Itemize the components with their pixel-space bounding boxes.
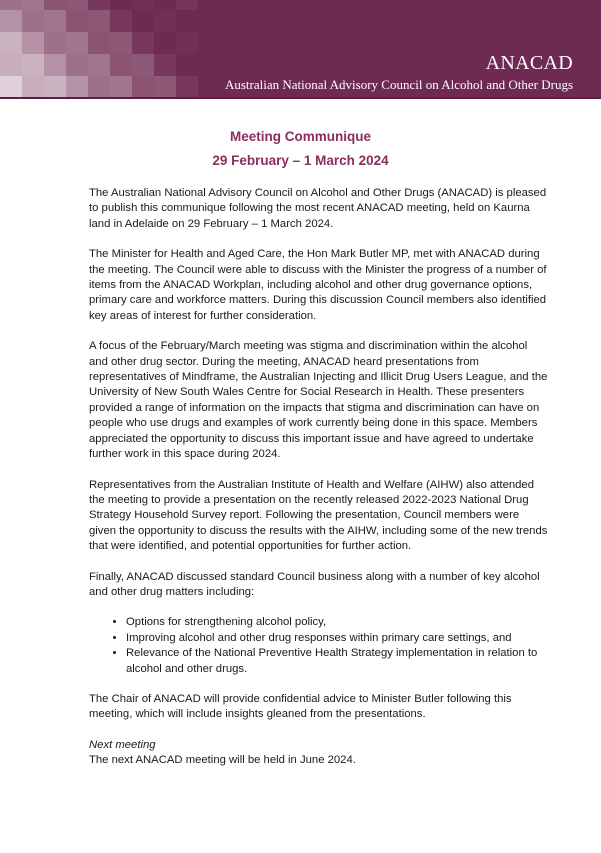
header-pattern-tile (44, 54, 66, 76)
header-pattern-tile (66, 32, 88, 54)
header-pattern-tile (0, 76, 22, 98)
header-pattern-tile (154, 10, 176, 32)
header-pattern-tile (154, 54, 176, 76)
header-pattern-tile (66, 10, 88, 32)
header-banner (0, 0, 601, 99)
header-pattern-tile (132, 54, 154, 76)
header-pattern-tile (110, 32, 132, 54)
header-pattern-tile (66, 76, 88, 98)
header-pattern-tile (22, 54, 44, 76)
header-pattern-tile (110, 76, 132, 98)
paragraph: Representatives from the Australian Institute of Health and Welfare (AIHW) also attended the meeting to provide a presentation on the recently released 2022-2023 National Drug Strategy Household Survey report. Following the presentation, Council members were given the opportunity to discuss the results with the AIHW, including some of the new trends that were identified, and potential opportunities for further action. (89, 478, 548, 553)
header-pattern-tile (66, 54, 88, 76)
paragraph: Finally, ANACAD discussed standard Council business along with a number of key alcohol and other drug matters including: (89, 570, 540, 598)
header-pattern-tile (22, 0, 44, 10)
header-pattern-tile (22, 10, 44, 32)
paragraph: The Minister for Health and Aged Care, the Hon Mark Butler MP, met with ANACAD during the meeting. The Council were able to discuss with the Minister the progress of a number of items from the ANACAD Workplan, including alcohol and other drug governance options, primary care and workforce matters. During this discussion Council members also identified key areas of interest for further consideration. (89, 248, 547, 322)
header-pattern-tile (44, 32, 66, 54)
next-meeting-text: The next ANACAD meeting will be held in June 2024. (89, 754, 356, 767)
header-pattern-tile (22, 32, 44, 54)
bullet-item: • Relevance of the National Preventive Health Strategy implementation in relation to alcohol and other drugs. (126, 646, 549, 677)
paragraph: The Australian National Advisory Council on Alcohol and Other Drugs (ANACAD) is pleased to publish this communique following the most recent ANACAD meeting, held on Kaurna land in Adelaide on 29 February – 1 March 2024. (89, 187, 547, 230)
next-meeting-label: Next meeting (89, 738, 156, 751)
header-pattern-tile (154, 76, 176, 98)
header-pattern-tile (176, 76, 198, 98)
header-pattern-tile (88, 54, 110, 76)
org-short-name: ANACAD (485, 52, 573, 74)
header-pattern-tile (110, 10, 132, 32)
header-pattern-tile (110, 54, 132, 76)
header-pattern-tile (88, 32, 110, 54)
header-pattern-tile (88, 76, 110, 98)
org-full-name: Australian National Advisory Council on Alcohol and Other Drugs (224, 77, 573, 92)
header-pattern-tile (0, 10, 22, 32)
bullet-item: • Options for strengthening alcohol policy, (126, 615, 549, 630)
header-rule (0, 97, 601, 99)
header-pattern-tile (132, 32, 154, 54)
header-pattern-tile (132, 0, 154, 10)
meeting-dates: 29 February – 1 March 2024 (212, 153, 389, 168)
header-pattern-tile (88, 0, 110, 10)
header-pattern-tile (66, 0, 88, 10)
header-pattern-tile (44, 0, 66, 10)
bullet-list (89, 615, 549, 677)
header-pattern-tile (0, 0, 22, 10)
header-pattern-tile (0, 54, 22, 76)
header-pattern-tile (44, 10, 66, 32)
header-pattern-tile (22, 76, 44, 98)
header-pattern-tile (176, 32, 198, 54)
header-pattern-tile (44, 76, 66, 98)
paragraph: A focus of the February/March meeting was stigma and discrimination within the alcohol and other drug sector. During the meeting, ANACAD heard presentations from representatives of Mindframe, the Australian Injecting and Illicit Drug Users League, and the University of New South Wales Centre for Social Research in Health. These presenters provided a range of information on the impacts that stigma and discrimination can have on people who use drugs and examples of work currently being done in this space. Members appreciated the opportunity to discuss this important issue and have agreed to undertake further work in this space during 2024. (89, 340, 548, 461)
bullet-item: • Improving alcohol and other drug responses within primary care settings, and (126, 631, 549, 646)
header-pattern-tile (0, 32, 22, 54)
header-pattern-tile (176, 0, 198, 10)
header-pattern-tile (88, 10, 110, 32)
header-pattern-tile (132, 76, 154, 98)
document-title: Meeting Communique (230, 129, 371, 144)
header-brand (225, 52, 573, 93)
document-body (89, 186, 549, 769)
closing-paragraph: The Chair of ANACAD will provide confidential advice to Minister Butler following this meeting, which will include insights gleaned from the presentations. (89, 692, 512, 721)
